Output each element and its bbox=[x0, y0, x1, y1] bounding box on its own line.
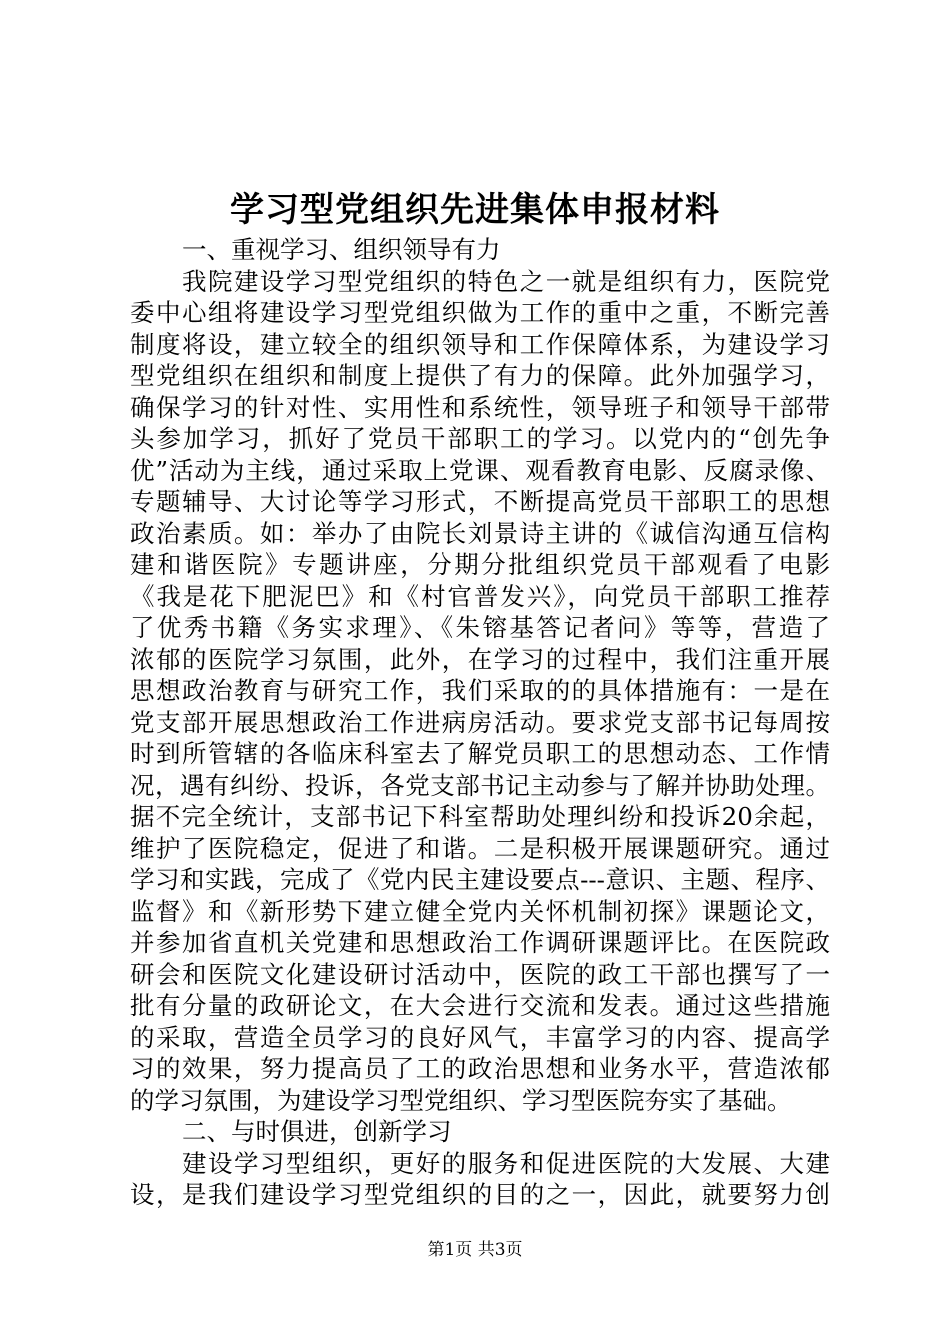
paragraph-line: 型党组织在组织和制度上提供了有力的保障。此外加强学习， bbox=[130, 361, 830, 390]
section-heading-1: 一、重视学习、组织领导有力 bbox=[182, 235, 501, 264]
document-body bbox=[130, 234, 830, 1211]
document-title: 学习型党组织先进集体申报材料 bbox=[230, 190, 720, 230]
paragraph-line: 并参加省直机关党建和思想政治工作调研课题评比。在医院政 bbox=[130, 928, 830, 957]
paragraph-line: 时到所管辖的各临床科室去了解党员职工的思想动态、工作情 bbox=[130, 739, 830, 768]
paragraph-line: 委中心组将建设学习型党组织做为工作的重中之重，不断完善 bbox=[130, 298, 830, 327]
page-footer: 第1页 共3页 bbox=[427, 1240, 523, 1260]
paragraph-line: 研会和医院文化建设研讨活动中，医院的政工干部也撰写了一 bbox=[130, 959, 830, 989]
paragraph-line: 况，遇有纠纷、投诉，各党支部书记主动参与了解并协助处理。 bbox=[130, 770, 830, 800]
paragraph-line: 维护了医院稳定，促进了和谐。二是积极开展课题研究。通过 bbox=[130, 833, 830, 863]
paragraph-line: 监督》和《新形势下建立健全党内关怀机制初探》课题论文， bbox=[130, 896, 830, 926]
paragraph-line: 《我是花下肥泥巴》和《村官普发兴》，向党员干部职工推荐 bbox=[130, 581, 830, 611]
paragraph-line: 学习和实践，完成了《党内民主建设要点---意识、主题、程序、 bbox=[130, 865, 830, 894]
paragraph-line: 政治素质。如：举办了由院长刘景诗主讲的《诚信沟通互信构 bbox=[130, 518, 830, 548]
paragraph-line: 专题辅导、大讨论等学习形式，不断提高党员干部职工的思想 bbox=[130, 487, 830, 516]
paragraph-line: 建设学习型组织，更好的服务和促进医院的大发展、大建 bbox=[182, 1148, 830, 1178]
section-heading-2: 二、与时俱进，创新学习 bbox=[182, 1117, 452, 1146]
paragraph-line: 批有分量的政研论文，在大会进行交流和发表。通过这些措施 bbox=[130, 991, 830, 1020]
paragraph-line: 党支部开展思想政治工作进病房活动。要求党支部书记每周按 bbox=[130, 707, 830, 737]
paragraph-line: 我院建设学习型党组织的特色之一就是组织有力，医院党 bbox=[182, 266, 830, 296]
paragraph-line: 确保学习的针对性、实用性和系统性，领导班子和领导干部带 bbox=[130, 392, 830, 422]
paragraph-line: 的采取，营造全员学习的良好风气，丰富学习的内容、提高学 bbox=[130, 1022, 830, 1052]
paragraph-line: 的学习氛围，为建设学习型党组织、学习型医院夯实了基础。 bbox=[130, 1085, 792, 1115]
paragraph-line: 思想政治教育与研究工作，我们采取的的具体措施有：一是在 bbox=[130, 676, 830, 705]
paragraph-line: 据不完全统计，支部书记下科室帮助处理纠纷和投诉20余起， bbox=[130, 802, 830, 831]
paragraph-line: 制度将设，建立较全的组织领导和工作保障体系，为建设学习 bbox=[130, 329, 830, 359]
paragraph-line: 习的效果，努力提高员了工的政治思想和业务水平，营造浓郁 bbox=[130, 1054, 830, 1083]
paragraph-line: 了优秀书籍《务实求理》、《朱镕基答记者问》等等，营造了 bbox=[130, 613, 830, 642]
paragraph-line: 设，是我们建设学习型党组织的目的之一，因此，就要努力创 bbox=[130, 1180, 830, 1209]
paragraph-line: 浓郁的医院学习氛围，此外，在学习的过程中，我们注重开展 bbox=[130, 644, 830, 674]
paragraph-line: 优”活动为主线，通过采取上党课、观看教育电影、反腐录像、 bbox=[130, 455, 830, 485]
paragraph-line: 头参加学习，抓好了党员干部职工的学习。以党内的“创先争 bbox=[130, 424, 830, 453]
paragraph-line: 建和谐医院》专题讲座，分期分批组织党员干部观看了电影 bbox=[130, 550, 830, 579]
